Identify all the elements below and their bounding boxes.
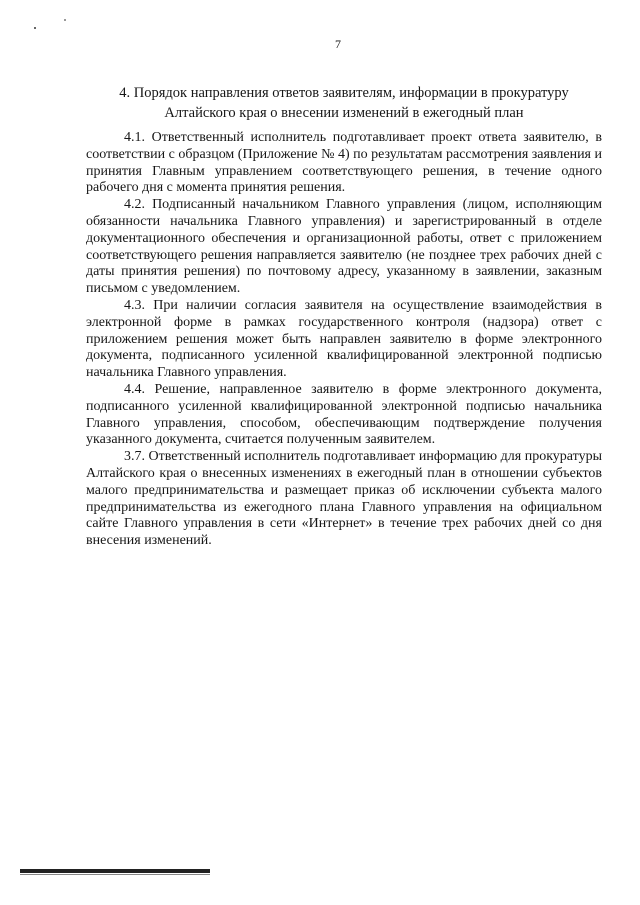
section-title-line-1: 4. Порядок направления ответов заявителям, информации в прокуратуру bbox=[119, 85, 569, 101]
section-title-line-2: Алтайского края о внесении изменений в ежегодный план bbox=[164, 105, 524, 121]
paragraph-4-4: 4.4. Решение, направленное заявителю в форме электронного документа, подписанного усиленной квалифицированной электронной подписью начальника Главного управления, способом, обеспечивающим подтверждение получения указанного документа, считается полученным заявителем. bbox=[86, 381, 602, 448]
paragraph-4-2: 4.2. Подписанный начальником Главного управления (лицом, исполняющим обязанности начальника Главного управления) и зарегистрированный в отделе документационного обеспечения и организационной работы, ответ с приложением соответствующего решения направляется заявителю (не позднее трех рабочих дней с даты принятия решения) по почтовому адресу, указанному в заявлении, заказным письмом с уведомлением. bbox=[86, 197, 602, 297]
paragraph-4-3: 4.3. При наличии согласия заявителя на осуществление взаимодействия в электронной форме в рамках государственного контроля (надзора) ответ с приложением решения может быть направлен заявителю в форме электронного документа, подписанного усиленной квалифицированной электронной подписью начальника Главного управления. bbox=[86, 297, 602, 381]
scan-artifact-dot bbox=[34, 27, 36, 29]
scan-artifact-dot bbox=[64, 19, 66, 21]
section-title bbox=[86, 83, 602, 123]
footer-rule bbox=[20, 869, 210, 873]
paragraph-3-7: 3.7. Ответственный исполнитель подготавливает информацию для прокуратуры Алтайского края о внесенных изменениях в ежегодный план в отношении субъектов малого предпринимательства и размещает приказ об исключении субъекта малого предпринимательства из ежегодного плана Главного управления на официальном сайте Главного управления в сети «Интернет» в течение трех рабочих дней со дня внесения изменений. bbox=[86, 449, 602, 549]
page-number: 7 bbox=[335, 37, 341, 51]
footer-rule-thin bbox=[20, 874, 210, 875]
body-text bbox=[86, 130, 602, 550]
paragraph-4-1: 4.1. Ответственный исполнитель подготавливает проект ответа заявителю, в соответствии с образцом (Приложение № 4) по результатам рассмотрения заявления и принятия Главным управлением соответствующего решения, в течение одного рабочего дня с момента принятия решения. bbox=[86, 130, 602, 196]
